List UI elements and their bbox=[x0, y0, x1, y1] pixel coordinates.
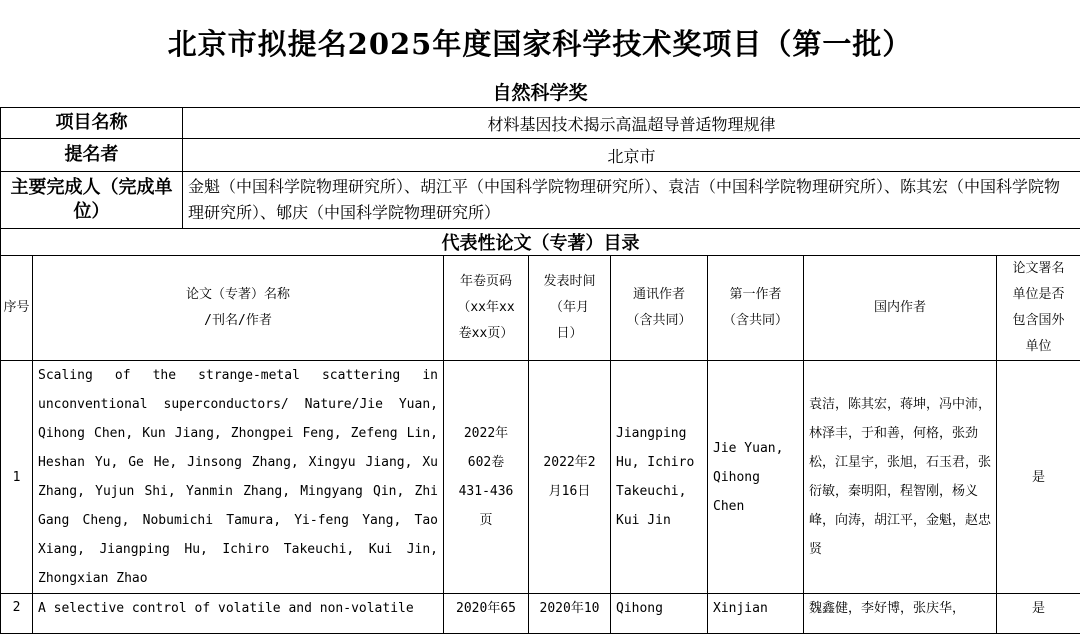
paper-date: 2022年2 月16日 bbox=[529, 361, 611, 594]
award-category: 自然科学奖 bbox=[0, 78, 1080, 105]
paper-seq: 2 bbox=[1, 594, 33, 634]
paper-domestic-authors: 魏鑫健，李好博，张庆华， bbox=[804, 594, 997, 634]
paper-foreign-unit: 是 bbox=[997, 361, 1080, 594]
paper-title: Scaling of the strange-metal scattering in unconventional superconductors/ Nature/Jie Yuan, Qihong Chen, Kun Jiang, Zhongpei Feng, Zefeng Lin, Heshan Yu, Ge He, Jinsong Zhang, Xingyu Jiang, Xu Zhang, Yujun Shi, Yanmin Zhang, Mingyang Qin, Zhi Gang Cheng, Nobumichi Tamura, Yi-feng Yang, Tao Xiang, Jiangping Hu, Ichiro Takeuchi, Kui Jin, Zhongxian Zhao bbox=[33, 361, 444, 594]
project-name-row bbox=[1, 108, 1080, 139]
nominator-row bbox=[1, 139, 1080, 172]
header-seq: 序号 bbox=[1, 256, 33, 361]
project-name-label: 项目名称 bbox=[1, 108, 183, 139]
paper-foreign-unit: 是 bbox=[997, 594, 1080, 634]
papers-header-row bbox=[1, 256, 1080, 361]
header-domestic-authors: 国内作者 bbox=[804, 256, 997, 361]
completers-label: 主要完成人（完成单位） bbox=[1, 172, 183, 229]
project-name-value: 材料基因技术揭示高温超导普适物理规律 bbox=[183, 108, 1080, 139]
paper-corresponding-author: Jiangping Hu, Ichiro Takeuchi, Kui Jin bbox=[611, 361, 708, 594]
paper-date: 2020年10 bbox=[529, 594, 611, 634]
header-first-author: 第一作者 （含共同） bbox=[708, 256, 804, 361]
nominator-value: 北京市 bbox=[183, 139, 1080, 172]
page-title: 北京市拟提名2025年度国家科学技术奖项目（第一批） bbox=[0, 22, 1080, 63]
header-date: 发表时间 （年月 日） bbox=[529, 256, 611, 361]
header-corresponding: 通讯作者 （含共同） bbox=[611, 256, 708, 361]
paper-corresponding-author: Qihong bbox=[611, 594, 708, 634]
paper-seq: 1 bbox=[1, 361, 33, 594]
paper-volume: 2022年 602卷 431-436 页 bbox=[444, 361, 529, 594]
table-row bbox=[1, 361, 1080, 594]
completers-value: 金魁（中国科学院物理研究所）、胡江平（中国科学院物理研究所）、袁洁（中国科学院物理研究所）、陈其宏（中国科学院物理研究所）、郇庆（中国科学院物理研究所） bbox=[183, 172, 1080, 229]
paper-volume: 2020年65 bbox=[444, 594, 529, 634]
paper-domestic-authors: 袁洁，陈其宏，蒋坤，冯中沛，林泽丰，于和善，何格，张劲松，江星宇，张旭，石玉君，张衍敏，秦明阳，程智刚，杨义峰，向涛，胡江平，金魁，赵忠贤 bbox=[804, 361, 997, 594]
completers-row bbox=[1, 172, 1080, 229]
header-foreign-unit: 论文署名 单位是否 包含国外 单位 bbox=[997, 256, 1080, 361]
nominator-label: 提名者 bbox=[1, 139, 183, 172]
header-volume: 年卷页码 （xx年xx 卷xx页） bbox=[444, 256, 529, 361]
nomination-table bbox=[0, 107, 1080, 634]
paper-first-author: Xinjian bbox=[708, 594, 804, 634]
paper-first-author: Jie Yuan, Qihong Chen bbox=[708, 361, 804, 594]
papers-section-row bbox=[1, 229, 1080, 256]
paper-title: A selective control of volatile and non-volatile bbox=[33, 594, 444, 634]
header-title: 论文（专著）名称 /刊名/作者 bbox=[33, 256, 444, 361]
papers-section-title: 代表性论文（专著）目录 bbox=[1, 229, 1080, 256]
